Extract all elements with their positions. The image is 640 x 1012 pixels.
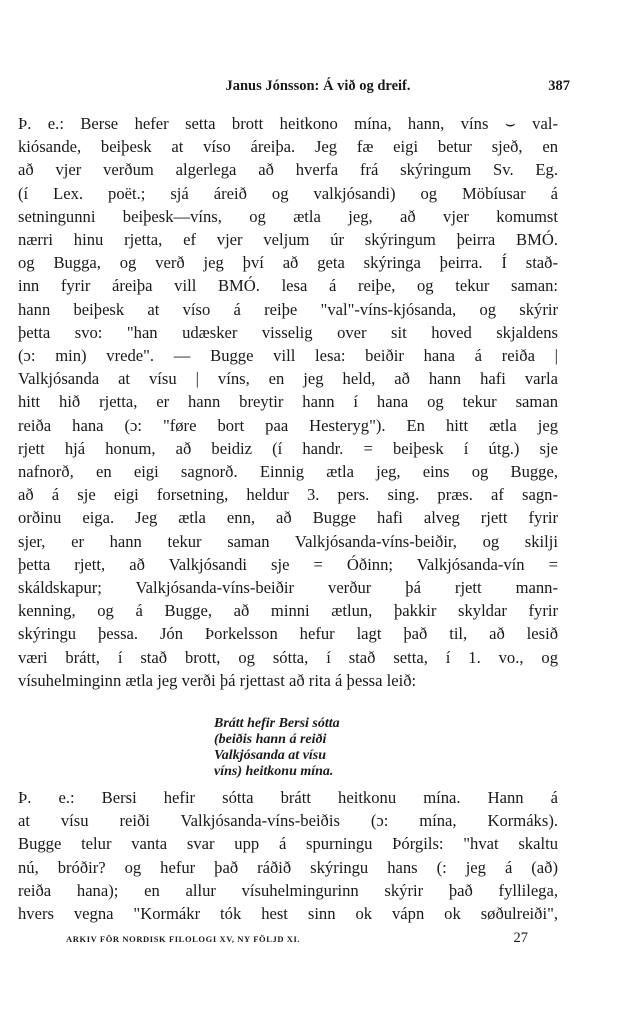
journal-signature: ARKIV FÖR NORDISK FILOLOGI XV, NY FÖLJD XI. [66, 934, 301, 944]
text-line: orðinu eiga. Jeg ætla enn, að Bugge hafi alveg rjett fyrir [18, 508, 558, 528]
text-line: rjett hjá honum, að beidiz (í handr. = beiþesk í útg.) sje [18, 438, 558, 458]
text-line: hvers vegna "Kormákr tók hest sinn ok vápn ok søðulreiði", [18, 904, 558, 924]
text-line: þetta svo: "han udæsker visselig over sit hoved skjaldens [18, 322, 558, 342]
text-line: skáldskapur; Valkjósanda-víns-beiðir verður þá rjett mann- [18, 578, 558, 598]
body-paragraph-after-verse [18, 786, 558, 925]
body-paragraph [18, 112, 558, 692]
text-line: skýringu þessa. Jón Þorkelsson hefur lagt það til, að lesið [18, 624, 558, 644]
text-line: kenning, og á Bugge, að minni ætlun, þakkir skyldar fyrir [18, 601, 558, 621]
verse-line: víns) heitkonu mína. [214, 764, 334, 779]
text-line: nú, bróðir? og hefur það ráðið skýringu hans (: jeg á (að) [18, 857, 558, 877]
text-line: nafnorð, en eigi sagnorð. Einnig ætla jeg, eins og Bugge, [18, 462, 558, 482]
text-line: sjer, er hann tekur saman Valkjósanda-víns-beiðir, og skilji [18, 531, 558, 551]
text-line: væri brátt, í stað brott, og sótta, í stað setta, í 1. vo., og [18, 647, 558, 667]
text-line: kiósande, beiþesk at víso áreiþa. Jeg fæ eigi betur sjeð, en [18, 137, 558, 157]
verse-line: Valkjósanda at vísu [214, 748, 327, 763]
verse-quotation [214, 716, 340, 780]
text-line: Valkjósanda at vísu | víns, en jeg held, að hann hafi varla [18, 369, 558, 389]
text-line: setningunni beiþesk—víns, og ætla jeg, að vjer komumst [18, 206, 558, 226]
text-line: vísuhelminginn ætla jeg verði þá rjettast að rita á þessa leið: [18, 670, 417, 690]
text-line: Bugge telur vanta svar upp á spurningu Þórgils: "hvat skaltu [18, 834, 558, 854]
text-line: og Bugga, og verð jeg því að geta skýringa þeirra. Í stað- [18, 253, 558, 273]
text-line: að vjer verðum algerlega að hverfa frá skýringum Sv. Eg. [18, 160, 558, 180]
text-line: Þ. e.: Bersi hefir sótta brátt heitkonu mína. Hann á [18, 788, 558, 807]
text-line: reiða hana); en allur vísuhelmingurinn skýrir það fyllilega, [18, 880, 558, 900]
text-line: (í Lex. poët.; sjá áreið og valkjósandi) og Möbíusar á [18, 183, 558, 203]
page-number: 387 [548, 78, 570, 94]
running-title: Janus Jónsson: Á við og dreif. [225, 78, 411, 94]
text-line: Þ. e.: Berse hefer setta brott heitkono mína, hann, víns ⌣ val- [18, 114, 558, 133]
text-line: reiða hana (ɔ: "føre bort paa Hesteryg"). En hitt ætla jeg [18, 415, 558, 435]
page-footer [66, 930, 528, 948]
running-head [66, 78, 570, 100]
verse-line: Brátt hefir Bersi sótta [214, 716, 340, 731]
text-line: at vísu reiði Valkjósanda-víns-beiðis (ɔ: mína, Kormáks). [18, 811, 558, 831]
text-line: hann beiþesk at víso á reiþe "val"-víns-kjósanda, og skýrir [18, 299, 558, 319]
text-line: (ɔ: min) vrede". — Bugge vill lesa: beiðir hana á reiða | [18, 346, 558, 366]
signature-number: 27 [513, 930, 528, 946]
verse-line: (beiðis hann á reiði [214, 732, 327, 747]
text-line: nærri hinu rjetta, ef vjer veljum úr skýringum þeirra BMÓ. [18, 230, 558, 250]
text-line: inn fyrir áreiþa vill BMÓ. lesa á reiþe, og tekur saman: [18, 276, 558, 296]
text-line: hitt hið rjetta, er hann breytir hann í hana og tekur saman [18, 392, 558, 412]
text-line: þetta rjett, að Valkjósandi sje = Óðinn; Valkjósanda-vín = [18, 554, 558, 574]
text-line: að á sje eigi forsetning, heldur 3. pers. sing. præs. af sagn- [18, 485, 558, 505]
